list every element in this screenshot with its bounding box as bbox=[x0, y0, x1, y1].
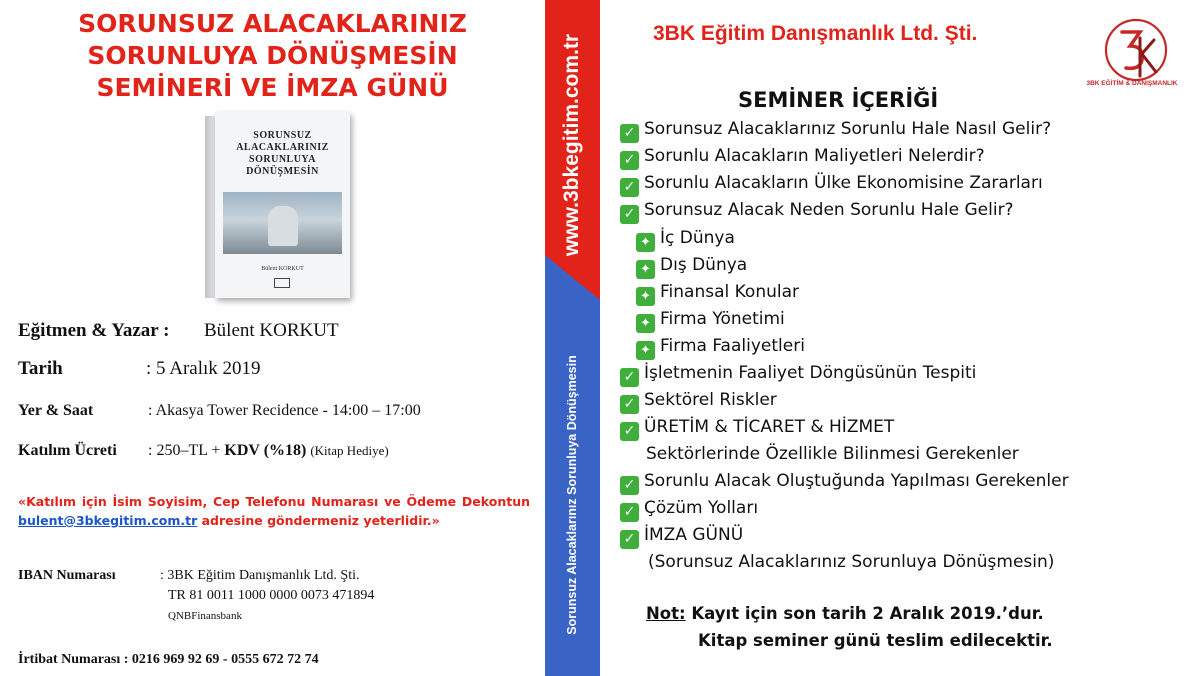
content-item bbox=[620, 524, 743, 549]
content-item-text: Finansal Konular bbox=[660, 282, 800, 302]
content-item bbox=[636, 308, 785, 333]
book-author: Bülent KORKUT bbox=[261, 266, 304, 272]
content-item-text: Sektörlerinde Özellikle Bilinmesi Gerekenler bbox=[646, 444, 1019, 464]
content-item-text: Firma Faaliyetleri bbox=[660, 336, 805, 356]
content-item-text: Sorunlu Alacak Oluştuğunda Yapılması Gerekenler bbox=[644, 471, 1069, 491]
sparkle-icon: ✦ bbox=[636, 260, 655, 279]
content-item bbox=[636, 254, 747, 279]
headline-line-2: SORUNLUYA DÖNÜŞMESİN bbox=[87, 41, 458, 70]
website-url[interactable]: www.3bkegitim.com.tr bbox=[560, 33, 583, 257]
date-value: : 5 Aralık 2019 bbox=[146, 358, 261, 379]
note-deadline: Kayıt için son tarih 2 Aralık 2019.’dur. bbox=[685, 604, 1044, 623]
check-icon: ✓ bbox=[620, 124, 639, 143]
book-title-line: DÖNÜŞMESİN bbox=[246, 166, 319, 177]
sparkle-icon: ✦ bbox=[636, 287, 655, 306]
email-link[interactable]: bulent@3bkegitim.com.tr bbox=[18, 513, 198, 528]
date-label: Tarih bbox=[18, 358, 63, 379]
sparkle-icon: ✦ bbox=[636, 341, 655, 360]
iban-account-name: : 3BK Eğitim Danışmanlık Ltd. Şti. bbox=[160, 568, 360, 583]
right-panel bbox=[600, 0, 1200, 676]
fee-amount: : 250–TL + bbox=[148, 442, 225, 459]
content-item-text: ÜRETİM & TİCARET & HİZMET bbox=[644, 417, 895, 437]
check-icon: ✓ bbox=[620, 476, 639, 495]
check-icon: ✓ bbox=[620, 205, 639, 224]
check-icon: ✓ bbox=[620, 395, 639, 414]
strip-subtitle: Sorunsuz Alacaklarınız Sorunluya Dönüşmesin bbox=[565, 355, 579, 635]
content-item-text: (Sorunsuz Alacaklarınız Sorunluya Dönüşmesin) bbox=[648, 552, 1055, 572]
content-item-text: Sorunsuz Alacak Neden Sorunlu Hale Gelir? bbox=[644, 200, 1014, 220]
venue-label: Yer & Saat bbox=[18, 402, 94, 419]
content-item-text: Çözüm Yolları bbox=[644, 498, 759, 518]
book-title-line: SORUNSUZ bbox=[253, 130, 312, 141]
book-front bbox=[215, 112, 350, 298]
book-spine bbox=[205, 116, 215, 298]
check-icon: ✓ bbox=[620, 178, 639, 197]
content-item bbox=[620, 389, 777, 414]
content-item bbox=[648, 551, 1054, 573]
content-item bbox=[636, 227, 735, 252]
check-icon: ✓ bbox=[620, 530, 639, 549]
content-item-text: Sektörel Riskler bbox=[644, 390, 777, 410]
sparkle-icon: ✦ bbox=[636, 233, 655, 252]
content-item-text: Sorunlu Alacakların Maliyetleri Nelerdir? bbox=[644, 146, 985, 166]
left-panel bbox=[0, 0, 545, 676]
seminar-content-title: SEMİNER İÇERİĞİ bbox=[738, 88, 939, 112]
headline-line-3: SEMİNERİ VE İMZA GÜNÜ bbox=[96, 73, 449, 102]
note-line-1 bbox=[646, 600, 1053, 627]
content-item-text: İç Dünya bbox=[660, 228, 735, 248]
note-line-2: Kitap seminer günü teslim edilecektir. bbox=[698, 631, 1053, 650]
contact-numbers: İrtibat Numarası : 0216 969 92 69 - 0555 672 72 74 bbox=[18, 652, 319, 667]
content-item bbox=[620, 172, 1043, 197]
divider-strip bbox=[545, 0, 600, 676]
book-title-line: SORUNLUYA bbox=[249, 154, 316, 165]
content-item bbox=[636, 281, 799, 306]
content-item bbox=[646, 443, 1019, 465]
content-item bbox=[620, 362, 976, 387]
fee-kdv: KDV (%18) bbox=[224, 442, 307, 459]
company-name: 3BK Eğitim Danışmanlık Ltd. Şti. bbox=[653, 22, 978, 45]
content-item bbox=[620, 497, 758, 522]
trainer-label: Eğitmen & Yazar : bbox=[18, 320, 170, 341]
check-icon: ✓ bbox=[620, 151, 639, 170]
registration-note bbox=[646, 600, 1053, 654]
content-item-text: Sorunlu Alacakların Ülke Ekonomisine Zararları bbox=[644, 173, 1043, 193]
headline-line-1: SORUNSUZ ALACAKLARINIZ bbox=[78, 9, 467, 38]
iban-number: TR 81 0011 1000 0000 0073 471894 bbox=[168, 588, 375, 603]
iban-label: IBAN Numarası bbox=[18, 568, 116, 583]
registration-notice bbox=[18, 492, 530, 530]
strip-url-box bbox=[559, 10, 585, 280]
brand-caption: 3BK EĞİTİM & DANIŞMANLIK bbox=[1086, 80, 1178, 87]
content-item bbox=[620, 416, 894, 441]
strip-subtitle-box bbox=[559, 320, 585, 670]
iban-bank: QNBFinansbank bbox=[168, 610, 242, 622]
content-item bbox=[620, 199, 1014, 224]
fee-note: (Kitap Hediye) bbox=[310, 443, 389, 458]
content-item-text: İMZA GÜNÜ bbox=[644, 525, 744, 545]
trainer-value: Bülent KORKUT bbox=[204, 320, 339, 341]
book-cover-image bbox=[205, 112, 350, 300]
book-photo-person bbox=[268, 206, 298, 246]
content-item-text: Sorunsuz Alacaklarınız Sorunlu Hale Nasıl Gelir? bbox=[644, 119, 1052, 139]
note-label: Not: bbox=[646, 604, 686, 623]
content-item bbox=[620, 145, 985, 170]
check-icon: ✓ bbox=[620, 422, 639, 441]
content-item-text: Dış Dünya bbox=[660, 255, 748, 275]
content-item bbox=[620, 118, 1051, 143]
check-icon: ✓ bbox=[620, 368, 639, 387]
book-title bbox=[215, 130, 350, 178]
venue-value: : Akasya Tower Recidence - 14:00 – 17:00 bbox=[148, 402, 421, 419]
publisher-logo-icon bbox=[274, 278, 290, 288]
notice-text: «Katılım için İsim Soyisim, Cep Telefonu Numarası ve Ödeme Dekontun bbox=[18, 494, 530, 509]
content-item-text: İşletmenin Faaliyet Döngüsünün Tespiti bbox=[644, 363, 977, 383]
content-item-text: Firma Yönetimi bbox=[660, 309, 785, 329]
check-icon: ✓ bbox=[620, 503, 639, 522]
content-item bbox=[620, 470, 1069, 495]
book-photo bbox=[223, 192, 342, 254]
fee-label: Katılım Ücreti bbox=[18, 442, 117, 459]
book-title-line: ALACAKLARINIZ bbox=[236, 142, 329, 153]
sparkle-icon: ✦ bbox=[636, 314, 655, 333]
content-item bbox=[636, 335, 805, 360]
notice-text-end: adresine göndermeniz yeterlidir.» bbox=[197, 513, 440, 528]
fee-value bbox=[148, 442, 389, 460]
headline bbox=[0, 8, 545, 104]
